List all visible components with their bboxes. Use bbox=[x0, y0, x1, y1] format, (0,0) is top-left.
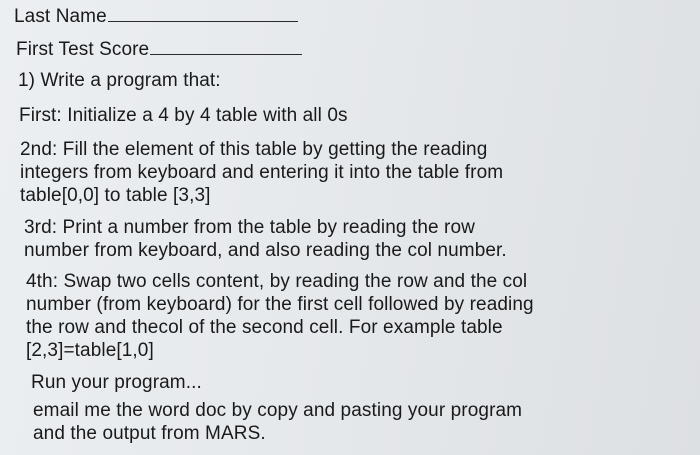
step-fourth bbox=[26, 270, 534, 362]
first-test-score-row bbox=[16, 36, 302, 61]
step-third bbox=[24, 216, 507, 262]
email-line: email me the word doc by copy and pasting your program bbox=[33, 400, 523, 421]
step-third-line: 3rd: Print a number from the table by reading the row bbox=[24, 217, 475, 238]
step-fourth-line: number (from keyboard) for the first cell followed by reading bbox=[26, 294, 534, 315]
step-second-line: integers from keyboard and entering it into the table from bbox=[20, 162, 504, 183]
step-third-line: number from keyboard, and also reading the col number. bbox=[24, 240, 507, 261]
step-fourth-line: the row and thecol of the second cell. For example table bbox=[26, 317, 503, 338]
step-second bbox=[20, 138, 503, 207]
last-name-row bbox=[14, 3, 298, 28]
step-second-line: 2nd: Fill the element of this table by getting the reading bbox=[20, 139, 488, 160]
email-instruction bbox=[33, 399, 522, 445]
question-title: 1) Write a program that: bbox=[18, 70, 221, 91]
run-instruction: Run your program... bbox=[31, 372, 202, 393]
step-fourth-line: [2,3]=table[1,0] bbox=[26, 340, 154, 361]
last-name-label: Last Name bbox=[14, 6, 107, 27]
step-second-line: table[0,0] to table [3,3] bbox=[20, 185, 211, 206]
last-name-blank[interactable] bbox=[108, 3, 298, 22]
step-fourth-line: 4th: Swap two cells content, by reading the row and the col bbox=[26, 271, 528, 292]
first-test-score-label: First Test Score bbox=[16, 39, 150, 60]
email-line: and the output from MARS. bbox=[33, 423, 266, 444]
step-first: First: Initialize a 4 by 4 table with all 0s bbox=[19, 105, 348, 126]
first-test-score-blank[interactable] bbox=[150, 36, 302, 55]
